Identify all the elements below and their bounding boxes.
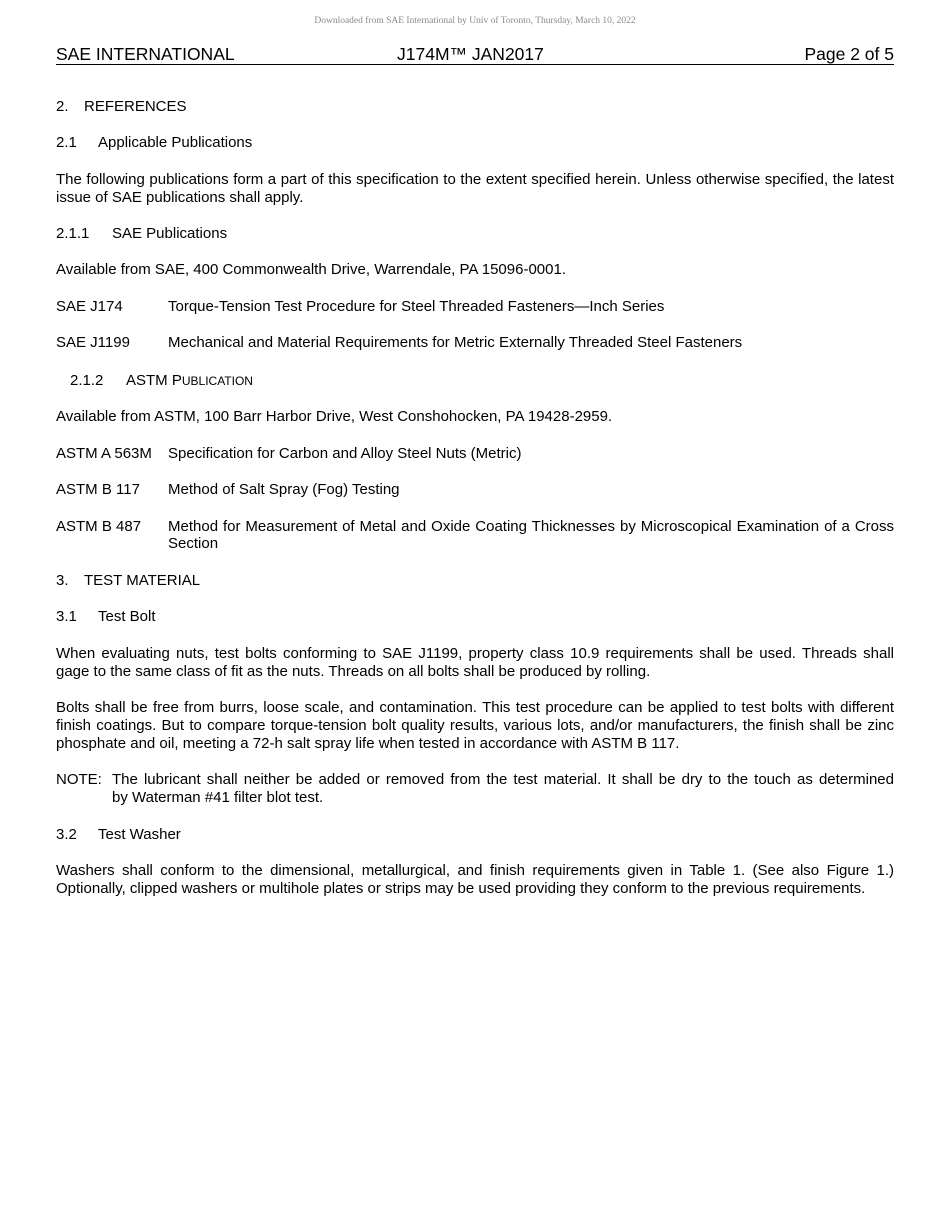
section-number: 2.1.2: [70, 372, 104, 389]
section-heading-3-1: [56, 608, 156, 626]
section-number: 3.1: [56, 608, 77, 625]
header-org: SAE INTERNATIONAL: [56, 44, 235, 64]
note-text-line-2: by Waterman #41 filter blot test.: [112, 789, 324, 806]
reference-title: Mechanical and Material Requirements for Metric Externally Threaded Steel Fasteners: [168, 334, 743, 351]
paragraph-applicable-publications: The following publications form a part of this specification to the extent specified herein. Unless otherwise specified, the latest issue of SAE publications shall apply.: [56, 171, 894, 206]
section-number: 2.1: [56, 134, 77, 151]
reference-title-line-1: Method for Measurement of Metal and Oxide Coating Thicknesses by Microscopical Examination of a Cross: [168, 518, 894, 535]
paragraph-test-washer: Washers shall conform to the dimensional, metallurgical, and finish requirements given in Table 1. (See also Figure 1.) Optionally, clipped washers or multihole plates or strips may be used providing they conform to the previous requirements.: [56, 862, 894, 897]
sae-availability: Available from SAE, 400 Commonwealth Drive, Warrendale, PA 15096-0001.: [56, 261, 566, 278]
reference-code: ASTM B 487: [56, 518, 142, 535]
reference-code: ASTM A 563M: [56, 445, 152, 462]
astm-availability: Available from ASTM, 100 Barr Harbor Drive, West Conshohocken, PA 19428-2959.: [56, 408, 613, 425]
header-doc-id: J174M™ JAN2017: [397, 44, 544, 64]
section-heading-3: [56, 572, 200, 590]
reference-item: [56, 298, 664, 316]
section-title: TEST MATERIAL: [84, 572, 201, 589]
section-title: Test Bolt: [98, 608, 156, 625]
page-header: [56, 44, 894, 65]
reference-code: ASTM B 117: [56, 481, 140, 498]
section-title: SAE Publications: [112, 225, 228, 242]
section-heading-3-2: [56, 826, 181, 844]
section-title-first: ASTM P: [126, 372, 182, 389]
note-label: NOTE:: [56, 771, 102, 788]
section-number: 2.1.1: [56, 225, 90, 242]
header-page-number: Page 2 of 5: [804, 44, 894, 64]
section-heading-2-1-1: [56, 225, 227, 243]
download-notice: Downloaded from SAE International by Univ of Toronto, Thursday, March 10, 2022: [314, 16, 636, 26]
reference-code: SAE J1199: [56, 334, 130, 351]
section-number: 3.2: [56, 826, 77, 843]
section-heading-2: [56, 98, 187, 116]
paragraph-test-bolt-2: Bolts shall be free from burrs, loose scale, and contamination. This test procedure can be applied to test bolts with different finish coatings. But to compare torque-tension bolt quality results, various lots, and/or manufacturers, the finish shall be zinc phosphate and oil, meeting a 72-h salt spray life when tested in accordance with ASTM B 117.: [56, 699, 894, 752]
reference-title: Method of Salt Spray (Fog) Testing: [168, 481, 400, 498]
section-title: Test Washer: [98, 826, 181, 843]
reference-title: Torque-Tension Test Procedure for Steel Threaded Fasteners—Inch Series: [168, 298, 665, 315]
paragraph-test-bolt-1: When evaluating nuts, test bolts conforming to SAE J1199, property class 10.9 requirements shall be used. Threads shall gage to the same class of fit as the nuts. Threads on all bolts shall be produced by rolling.: [56, 645, 894, 680]
section-title: REFERENCES: [84, 98, 187, 115]
reference-item: [56, 481, 400, 499]
section-title: Applicable Publications: [98, 134, 253, 151]
reference-code: SAE J174: [56, 298, 123, 315]
section-heading-2-1: [56, 134, 252, 152]
reference-item: [56, 445, 522, 463]
reference-title: Specification for Carbon and Alloy Steel Nuts (Metric): [168, 445, 522, 462]
note-text-line-1: The lubricant shall neither be added or removed from the test material. It shall be dry to the touch as determined: [112, 771, 894, 788]
reference-item: [56, 334, 742, 352]
section-title-rest: UBLICATION: [181, 374, 253, 388]
section-number: 3.: [56, 572, 69, 589]
section-number: 2.: [56, 98, 69, 115]
reference-title-line-2: Section: [168, 535, 219, 552]
section-heading-2-1-2: [70, 372, 253, 390]
